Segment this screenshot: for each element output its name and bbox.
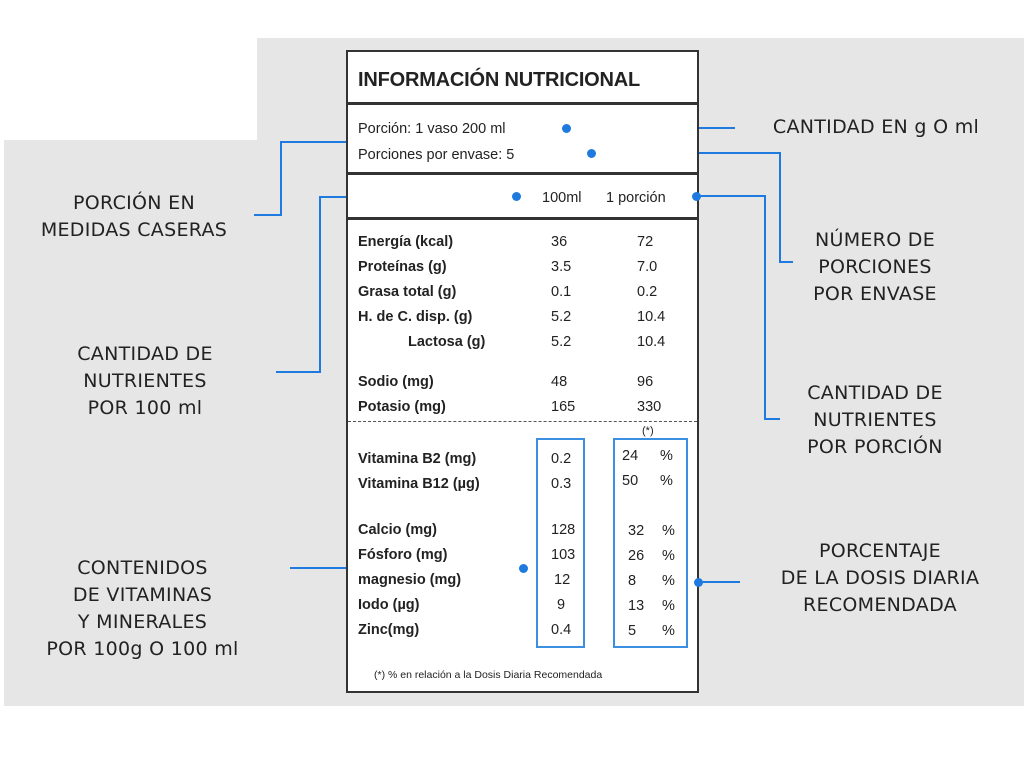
connector-dot [519, 564, 528, 573]
vitamin-percent-sign: % [662, 598, 675, 614]
column-header-portion: 1 porción [606, 190, 666, 206]
nutrient-name: Sodio (mg) [358, 374, 434, 390]
vitamin-percent: 50 [622, 473, 639, 489]
portion-size: Porción: 1 vaso 200 ml [358, 121, 506, 137]
nutrient-value-100: 3.5 [551, 259, 572, 275]
vitamin-percent-sign: % [662, 573, 675, 589]
vitamin-percent: 32 [628, 523, 645, 539]
nutrient-value-100: 5.2 [551, 309, 572, 325]
vitamin-name: magnesio (mg) [358, 572, 462, 588]
nutrient-value-portion: 330 [637, 399, 662, 415]
nutrient-name: Lactosa (g) [408, 334, 486, 350]
label-cantidad-nutrientes-100: CANTIDAD DE NUTRIENTES POR 100 ml [77, 343, 213, 419]
divider [348, 102, 697, 105]
label-cantidad-g-ml: CANTIDAD EN g O ml [772, 116, 980, 138]
vitamin-value: 103 [551, 547, 576, 563]
vitamins-percent-box [613, 438, 688, 648]
vitamin-value: 9 [557, 597, 566, 613]
connector-dot [562, 124, 571, 133]
vitamin-percent: 5 [628, 623, 637, 639]
nutrient-value-100: 5.2 [551, 334, 572, 350]
label-contenidos-vitaminas: CONTENIDOS DE VITAMINAS Y MINERALES POR 100g O 100 ml [46, 557, 239, 660]
vitamin-name: Calcio (mg) [358, 522, 437, 538]
vitamin-value: 0.2 [551, 451, 572, 467]
vitamin-percent-sign: % [662, 548, 675, 564]
vitamin-value: 0.4 [551, 622, 572, 638]
nutrient-value-portion: 96 [637, 374, 654, 390]
vitamin-percent-sign: % [660, 448, 673, 464]
nutrient-name: H. de C. disp. (g) [358, 309, 473, 325]
nutrient-value-100: 48 [551, 374, 568, 390]
divider [348, 217, 697, 220]
nutrient-value-100: 36 [551, 234, 568, 250]
nutrient-value-portion: 7.0 [637, 259, 658, 275]
nutrient-value-portion: 0.2 [637, 284, 658, 300]
footnote: (*) % en relación a la Dosis Diaria Recomendada [374, 669, 603, 681]
label-porcentaje-dosis: PORCENTAJE DE LA DOSIS DIARIA RECOMENDADA [780, 540, 980, 616]
vitamin-percent-sign: % [662, 523, 675, 539]
nutrient-value-100: 0.1 [551, 284, 572, 300]
vitamin-percent-sign: % [662, 623, 675, 639]
label-porcion-casera: PORCIÓN EN MEDIDAS CASERAS [40, 192, 228, 241]
nutrient-value-portion: 10.4 [637, 334, 666, 350]
vitamin-value: 0.3 [551, 476, 572, 492]
dashed-divider [348, 421, 697, 422]
vitamin-percent: 8 [628, 573, 637, 589]
vitamin-name: Vitamina B12 (µg) [358, 476, 480, 492]
vitamin-percent: 26 [628, 548, 645, 564]
vitamin-percent: 24 [622, 448, 639, 464]
nutrient-name: Proteínas (g) [358, 259, 447, 275]
column-header-100ml: 100ml [542, 190, 582, 206]
panel-title: INFORMACIÓN NUTRICIONAL [358, 69, 641, 91]
nutrient-name: Energía (kcal) [358, 234, 454, 250]
label-numero-porciones: NÚMERO DE PORCIONES POR ENVASE [813, 229, 937, 305]
vitamin-name: Zinc(mg) [358, 622, 420, 638]
nutrient-value-portion: 72 [637, 234, 654, 250]
vitamins-value-box [536, 438, 585, 648]
vitamin-value: 128 [551, 522, 576, 538]
nutrient-name: Potasio (mg) [358, 399, 446, 415]
divider [348, 172, 697, 175]
nutrient-value-portion: 10.4 [637, 309, 666, 325]
nutrient-name: Grasa total (g) [358, 284, 457, 300]
vitamin-percent: 13 [628, 598, 645, 614]
nutrient-value-100: 165 [551, 399, 576, 415]
portions-per-container: Porciones por envase: 5 [358, 147, 515, 163]
label-cantidad-nutrientes-porcion: CANTIDAD DE NUTRIENTES POR PORCIÓN [807, 382, 943, 458]
asterisk-note: (*) [642, 425, 654, 437]
vitamin-name: Vitamina B2 (mg) [358, 451, 477, 467]
vitamin-name: Iodo (µg) [358, 597, 420, 613]
vitamin-value: 12 [554, 572, 571, 588]
connector-dot [587, 149, 596, 158]
nutrition-panel [346, 50, 699, 693]
connector-dot [692, 192, 701, 201]
vitamin-name: Fósforo (mg) [358, 547, 448, 563]
connector-dot [512, 192, 521, 201]
connector-dot [694, 578, 703, 587]
vitamin-percent-sign: % [660, 473, 673, 489]
